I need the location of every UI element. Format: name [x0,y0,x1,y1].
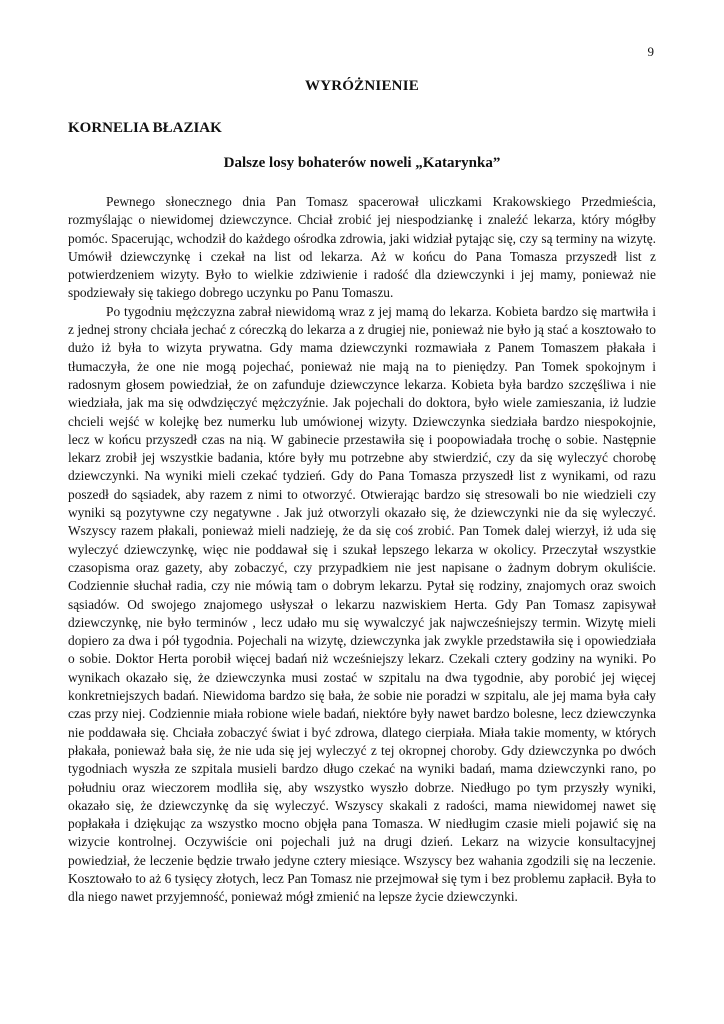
author-name: KORNELIA BŁAZIAK [68,120,222,136]
story-body [68,193,656,907]
paragraph-1: Pewnego słonecznego dnia Pan Tomasz spacerował uliczkami Krakowskiego Przedmieścia, rozmyślając o niewidomej dziewczynce. Chciał zrobić jej niespodziankę i znaleźć lekarza, który mógłby pomóc. Spacerując, wchodził do każdego ośrodka zdrowia, jaki widział pytając się, czy są terminy na wizytę. Umówił dziewczynkę i czekał na list od lekarza. Aż w końcu do Pana Tomasza przyszedł list z potwierdzeniem wizyty. Było to wielkie zdziwienie i radość dla dziewczynki i jej mamy, ponieważ nie spodziewały się takiego dobrego uczynku po Panu Tomaszu. [68,194,656,301]
paragraph-2: Po tygodniu mężczyzna zabrał niewidomą wraz z jej mamą do lekarza. Kobieta bardzo się martwiła i z jednej strony chciała jechać z córeczką do lekarza a z drugiej nie, ponieważ nie było ją stać a kosztowało to dużo iż była to wizyta prywatna. Gdy mama dziewczynki rozmawiała z Panem Tomaszem płakała i tłumaczyła, że one nie mogą pojechać, ponieważ nie mają na to pieniędzy. Pan Tomek spokojnym i radosnym głosem powiedział, że on zafunduje dziewczynce lekarza. Kobieta była bardzo szczęśliwa i nie wiedziała, jak ma się odwdzięczyć mężczyźnie. Jak pojechali do doktora, było wiele zamieszania, iż ludzie chcieli wejść w kolejkę bez numerku lub umówionej wizyty. Dziewczynka siedziała bardzo niespokojnie, lecz w końcu przyszedł czas na nią. W gabinecie przestawiła się i poopowiadała trochę o sobie. Następnie lekarz zrobił jej wszystkie badania, które były mu potrzebne aby stwierdzić, czy da się wyleczyć chorobę dziewczynki. Na wyniki mieli czekać tydzień. Gdy do Pana Tomasza przyszedł list z wynikami, od razu poszedł do sąsiadek, aby razem z nimi to otworzyć. Otwierając bardzo się stresowali bo nie wiedzieli czy wyniki są pozytywne czy negatywne . Jak już otworzyli okazało się, że dziewczynki nie da się wyleczyć. Wszyscy razem płakali, ponieważ mieli nadzieję, że da się coś zrobić. Pan Tomek dalej wierzył, iż uda się wyleczyć dziewczynkę, więc nie poddawał się i szukał lepszego lekarza w okolicy. Przeczytał wszystkie czasopisma oraz gazety, aby zobaczyć, czy przypadkiem nie jest napisane o żadnym dobrym okuliście. Codziennie słuchał radia, czy nie mówią tam o dobrym lekarzu. Pytał się rodziny, znajomych oraz swoich sąsiadów. Od swojego znajomego usłyszał o lekarzu nazwiskiem Herta. Gdy Pan Tomasz zapisywał dziewczynkę, nie było terminów , lecz udało mu się wywalczyć jak najwcześniejszy termin. Wizytę mieli dopiero za dwa i pół tygodnia. Pojechali na wizytę, dziewczynka jak zwykle przedstawiła się i opowiedziała o sobie. Doktor Herta porobił więcej badań niż wcześniejszy lekarz. Czekali cztery godziny na wyniki. Po wynikach okazało się, że dziewczynka musi zostać w szpitalu na dwa tygodnie, aby porobić jej więcej konkretniejszych badań. Niewidoma bardzo się bała, że sobie nie poradzi w szpitalu, ale jej mama była cały czas przy niej. Codziennie miała robione wiele badań, niektóre były nawet bardzo bolesne, lecz dziewczynka nie poddawała się. Chciała zobaczyć świat i być zdrowa, dlatego cierpiała. Miała takie momenty, w których płakała, ponieważ bała się, że nie uda się jej wyleczyć z tej okropnej choroby. Gdy dziewczynka po dwóch tygodniach wyszła ze szpitala musieli bardzo długo czekać na wyniki badań, mama dziewczynki rano, po południu oraz wieczorem modliła się, aby wszystko wyszło dobrze. Niedługo po tym przyszły wyniki, okazało się, że dziewczynkę da się wyleczyć. Wszyscy skakali z radości, mama niewidomej nawet się popłakała i dziękując za wszystko mocno objęła pana Tomasza. W niedługim czasie mieli pojawić się na wizycie kontrolnej. Oczywiście oni pojechali już na drugi dzień. Lekarz na wizycie konsultacyjnej powiedział, że leczenie będzie trwało jedyne cztery miesiące. Wszyscy bez wahania zgodzili się na leczenie. Kosztowało to aż 6 tysięcy złotych, lecz Pan Tomasz nie przejmował się tym i bez problemu zapłacił. Była to dla niego nawet przyjemność, ponieważ mógł zmienić na lepsze życie dziewczynki. [68,303,656,905]
section-title: WYRÓŻNIENIE [305,78,419,94]
page-number: 9 [647,44,654,59]
story-title: Dalsze losy bohaterów noweli „Katarynka” [223,155,501,171]
